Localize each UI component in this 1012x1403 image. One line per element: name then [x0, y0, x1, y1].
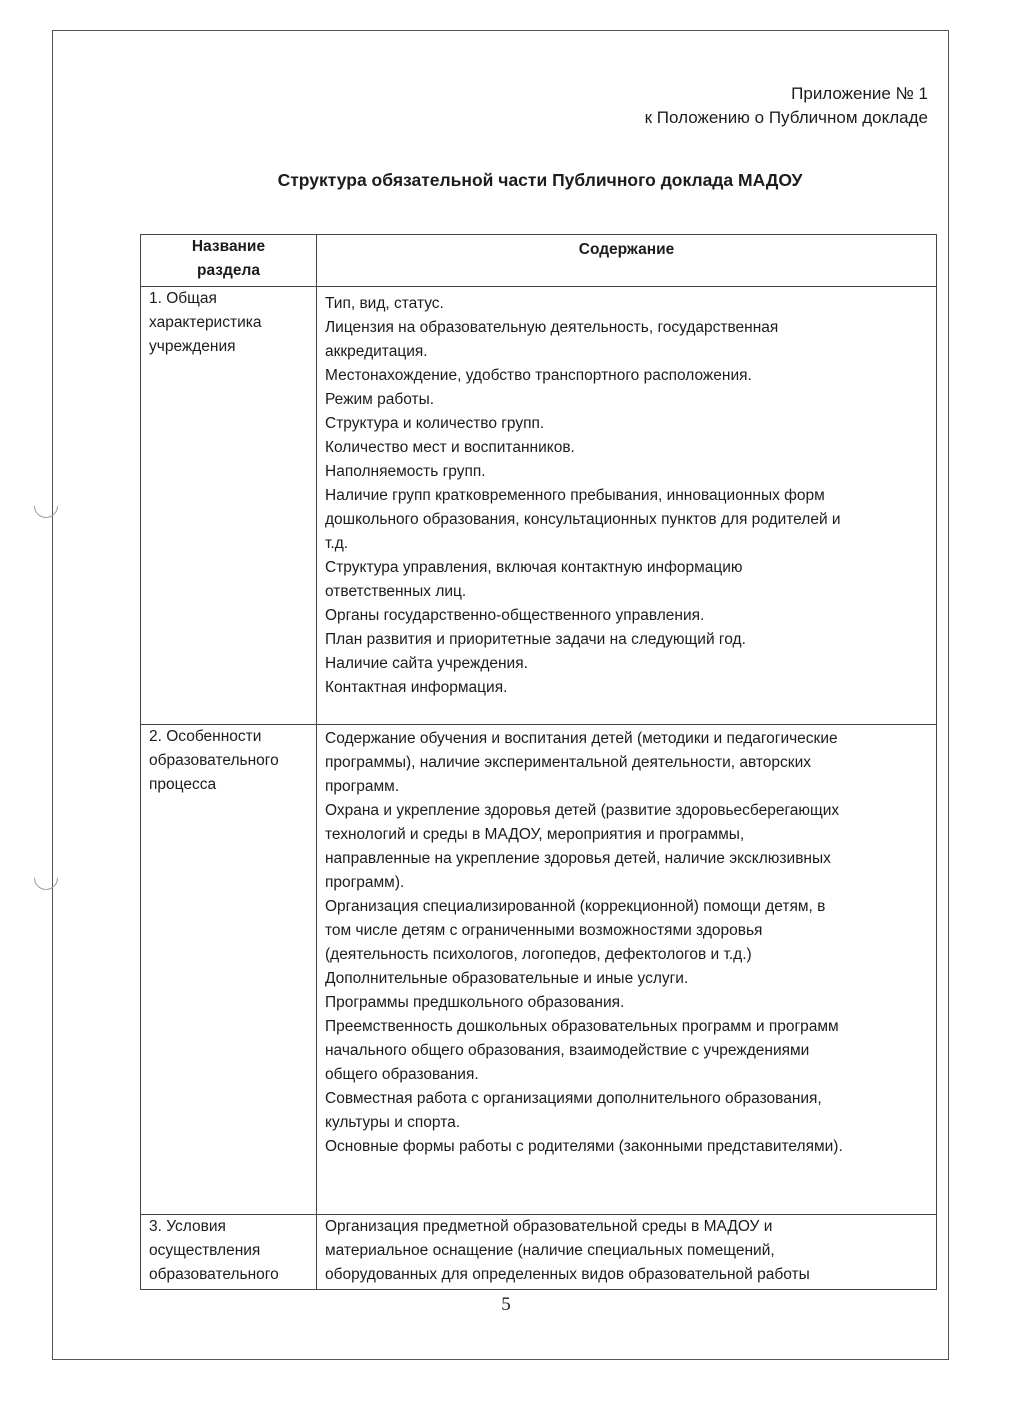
section-name-line: образовательного [149, 752, 279, 769]
table-row [141, 725, 937, 1215]
table-row [141, 287, 937, 725]
content-line: технологий и среды в МАДОУ, мероприятия и программы, [325, 826, 745, 843]
content-line: культуры и спорта. [325, 1114, 461, 1131]
content-line: Преемственность дошкольных образовательных программ и программ [325, 1018, 839, 1035]
content-line: материальное оснащение (наличие специальных помещений, [325, 1242, 775, 1259]
content-line: Организация предметной образовательной среды в МАДОУ и [325, 1218, 773, 1235]
content-line: Организация специализированной (коррекционной) помощи детям, в [325, 898, 826, 915]
content-line: Программы предшкольного образования. [325, 994, 625, 1011]
section-name-line: процесса [149, 776, 217, 793]
structure-table [140, 234, 937, 1290]
content-line: ответственных лиц. [325, 583, 467, 600]
content-line: Наличие сайта учреждения. [325, 655, 528, 672]
content-line: программ). [325, 874, 405, 891]
content-line: том числе детям с ограниченными возможностями здоровья [325, 922, 763, 939]
section-name-line: 1. Общая [149, 290, 217, 307]
content-line: Органы государственно-общественного управления. [325, 607, 705, 624]
section-name-cell [141, 1215, 317, 1290]
content-line: Наличие групп кратковременного пребывания, инновационных форм [325, 487, 825, 504]
annex-line-1: Приложение № 1 [791, 84, 928, 103]
document-title: Структура обязательной части Публичного доклада МАДОУ [277, 170, 803, 190]
section-name-line: образовательного [149, 1266, 279, 1283]
header-section-name: Название раздела [141, 235, 317, 287]
content-line: аккредитация. [325, 343, 428, 360]
content-line: дошкольного образования, консультационных пунктов для родителей и [325, 511, 841, 528]
section-name-line: 3. Условия [149, 1218, 226, 1235]
content-line: Совместная работа с организациями дополнительного образования, [325, 1090, 822, 1107]
content-line: Местонахождение, удобство транспортного расположения. [325, 367, 752, 384]
content-line: Количество мест и воспитанников. [325, 439, 575, 456]
content-line: начального общего образования, взаимодействие с учреждениями [325, 1042, 810, 1059]
content-line: направленные на укрепление здоровья детей, наличие эксклюзивных [325, 850, 831, 867]
section-name-cell [141, 725, 317, 1215]
content-line: Структура управления, включая контактную информацию [325, 559, 743, 576]
content-line: Наполняемость групп. [325, 463, 486, 480]
content-line: Содержание обучения и воспитания детей (методики и педагогические [325, 730, 838, 747]
content-line: Охрана и укрепление здоровья детей (развитие здоровьесберегающих [325, 802, 840, 819]
content-line: Режим работы. [325, 391, 435, 408]
annex-line-2: к Положению о Публичном докладе [644, 108, 928, 127]
content-line: Дополнительные образовательные и иные услуги. [325, 970, 689, 987]
section-name-cell [141, 287, 317, 725]
page-number: 5 [501, 1294, 511, 1315]
content-line: программ. [325, 778, 400, 795]
section-name-line: осуществления [149, 1242, 261, 1259]
content-line: Тип, вид, статус. [325, 295, 444, 312]
content-line: (деятельность психологов, логопедов, дефектологов и т.д.) [325, 946, 752, 963]
section-content-cell [317, 287, 937, 725]
section-name-line: 2. Особенности [149, 728, 262, 745]
content-line: Структура и количество групп. [325, 415, 545, 432]
content-line: т.д. [325, 535, 349, 552]
section-content-cell [317, 725, 937, 1215]
content-line: Основные формы работы с родителями (законными представителями). [325, 1138, 843, 1155]
section-content-cell [317, 1215, 937, 1290]
section-name-line: характеристика [149, 314, 262, 331]
content-line: общего образования. [325, 1066, 479, 1083]
content-line: оборудованных для определенных видов образовательной работы [325, 1266, 810, 1283]
content-line: программы), наличие экспериментальной деятельности, авторских [325, 754, 811, 771]
header-content: Содержание [317, 235, 937, 287]
content-line: Контактная информация. [325, 679, 508, 696]
content-line: Лицензия на образовательную деятельность, государственная [325, 319, 779, 336]
annex-header [645, 82, 928, 130]
section-name-line: учреждения [149, 338, 236, 355]
table-header-row [141, 235, 937, 287]
content-line: План развития и приоритетные задачи на следующий год. [325, 631, 746, 648]
table-row [141, 1215, 937, 1290]
